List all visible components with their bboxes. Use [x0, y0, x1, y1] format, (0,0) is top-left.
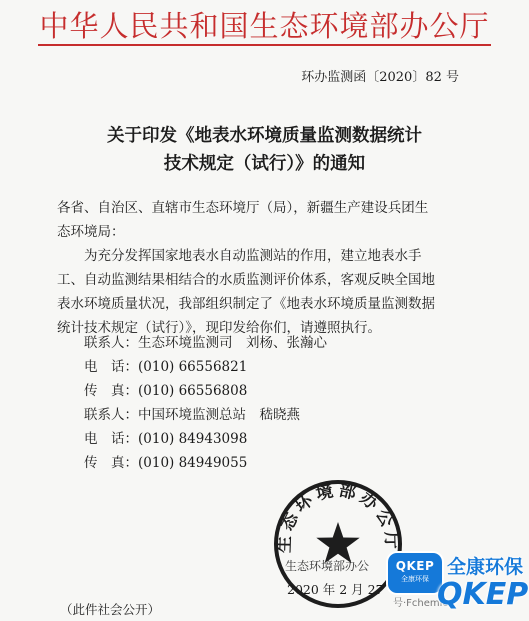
contact-label: 传 真： [84, 455, 138, 471]
contact-row [84, 379, 247, 399]
body-line-4: 统计技术规定（试行）》，现印发给你们，请遵照执行。 [57, 320, 381, 336]
brand-name-en: QKEP [437, 577, 529, 612]
contact-label: 联系人： [84, 335, 138, 351]
body-line-3: 表水环境质量状况，我部组织制定了《地表水环境质量监测数据 [57, 296, 435, 312]
contact-row [84, 451, 247, 471]
contact-row [84, 331, 327, 351]
address-line-2: 态环境局： [57, 224, 125, 240]
title-line-2: 技术规定（试行）》的通知 [163, 154, 366, 174]
document-body [57, 196, 457, 340]
title-line-1: 关于印发《地表水环境质量监测数据统计 [107, 126, 422, 146]
logo-small-text: 全康环保 [401, 575, 429, 583]
disclosure-note: （此件社会公开） [60, 602, 161, 617]
contact-value: 中国环境监测总站 嵇晓燕 [138, 407, 300, 423]
document-date: 2020 年 2 月 27 [287, 582, 384, 597]
contact-value: (010) 66556821 [138, 359, 248, 375]
contact-row [84, 355, 247, 375]
contact-label: 电 话： [84, 359, 138, 375]
signature-line: 生态环境部办公 [285, 559, 370, 573]
contact-row [84, 427, 247, 447]
contact-label: 传 真： [84, 383, 138, 399]
contact-value: 生态环境监测司 刘杨、张瀚心 [138, 335, 327, 351]
address-line-1: 各省、自治区、直辖市生态环境厅（局），新疆生产建设兵团生 [57, 200, 429, 216]
qkep-logo-icon [388, 553, 442, 593]
watermark-note: 号·Fchemic [393, 598, 448, 609]
contact-row [84, 403, 300, 423]
letterhead-org: 中华人民共和国生态环境部办公厅 [39, 9, 490, 43]
letterhead-red-rule [38, 44, 491, 46]
body-line-1: 为充分发挥国家地表水自动监测站的作用，建立地表水手 [84, 248, 422, 264]
document-title [0, 122, 529, 178]
contact-label: 联系人： [84, 407, 138, 423]
contact-value: (010) 84943098 [138, 431, 248, 447]
logo-big-text: QKEP [395, 559, 435, 573]
seal-text: 生态环境部办公厅 [274, 480, 402, 554]
contact-label: 电 话： [84, 431, 138, 447]
document-number: 环办监测函〔2020〕82 号 [301, 70, 459, 85]
contact-value: (010) 84949055 [138, 455, 248, 471]
contact-value: (010) 66556808 [138, 383, 248, 399]
brand-name-cn: 全康环保 [447, 556, 524, 578]
body-line-2: 工、自动监测结果相结合的水质监测评价体系，客观反映全国地 [57, 272, 435, 288]
